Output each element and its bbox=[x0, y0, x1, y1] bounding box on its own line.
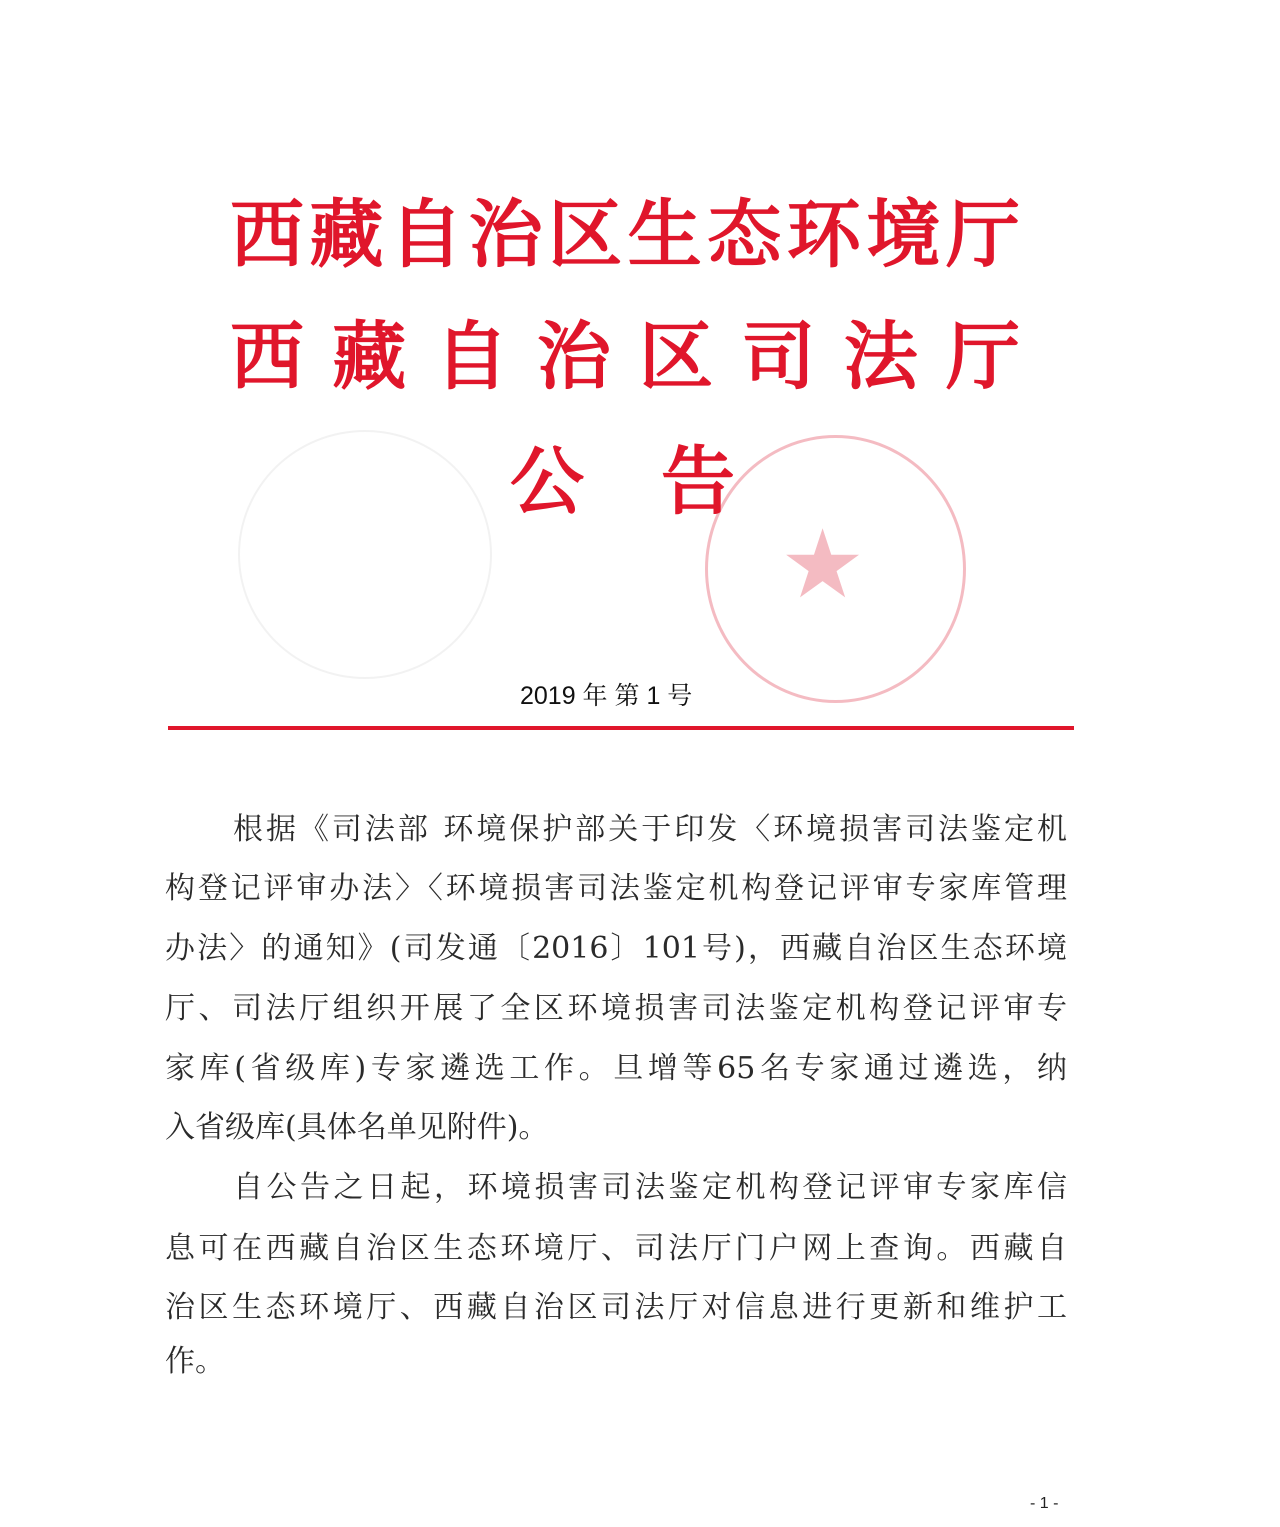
page-number: - 1 - bbox=[1030, 1495, 1059, 1512]
issuer-title-ecology: 西藏自治区生态环境厅 bbox=[230, 192, 1020, 278]
body-line: 治区生态环境厅、西藏自治区司法厅对信息进行更新和维护工 bbox=[165, 1290, 1067, 1325]
red-divider bbox=[168, 726, 1074, 730]
official-seal-stamp bbox=[705, 435, 966, 703]
body-line: 作。 bbox=[165, 1344, 225, 1379]
document-number: 2019 年 第 1 号 bbox=[520, 682, 693, 710]
body-line: 家库(省级库)专家遴选工作。旦增等65名专家通过遴选，纳 bbox=[165, 1051, 1067, 1086]
star-icon: ★ bbox=[780, 510, 866, 620]
body-line: 办法〉的通知》(司发通〔2016〕101号)，西藏自治区生态环境 bbox=[165, 931, 1067, 966]
body-line: 自公告之日起，环境损害司法鉴定机构登记评审专家库信 bbox=[233, 1170, 1067, 1205]
issuer-title-justice: 西藏自治区司法厅 bbox=[230, 314, 1020, 400]
body-line: 根据《司法部 环境保护部关于印发〈环境损害司法鉴定机 bbox=[233, 812, 1067, 847]
body-line: 息可在西藏自治区生态环境厅、司法厅门户网上查询。西藏自 bbox=[165, 1231, 1067, 1266]
faint-seal-stamp bbox=[238, 430, 492, 679]
document-type-title: 公告 bbox=[510, 439, 735, 525]
body-line: 构登记评审办法〉〈环境损害司法鉴定机构登记评审专家库管理 bbox=[165, 871, 1067, 906]
body-line: 入省级库(具体名单见附件)。 bbox=[165, 1110, 549, 1145]
body-line: 厅、司法厅组织开展了全区环境损害司法鉴定机构登记评审专 bbox=[165, 991, 1067, 1026]
